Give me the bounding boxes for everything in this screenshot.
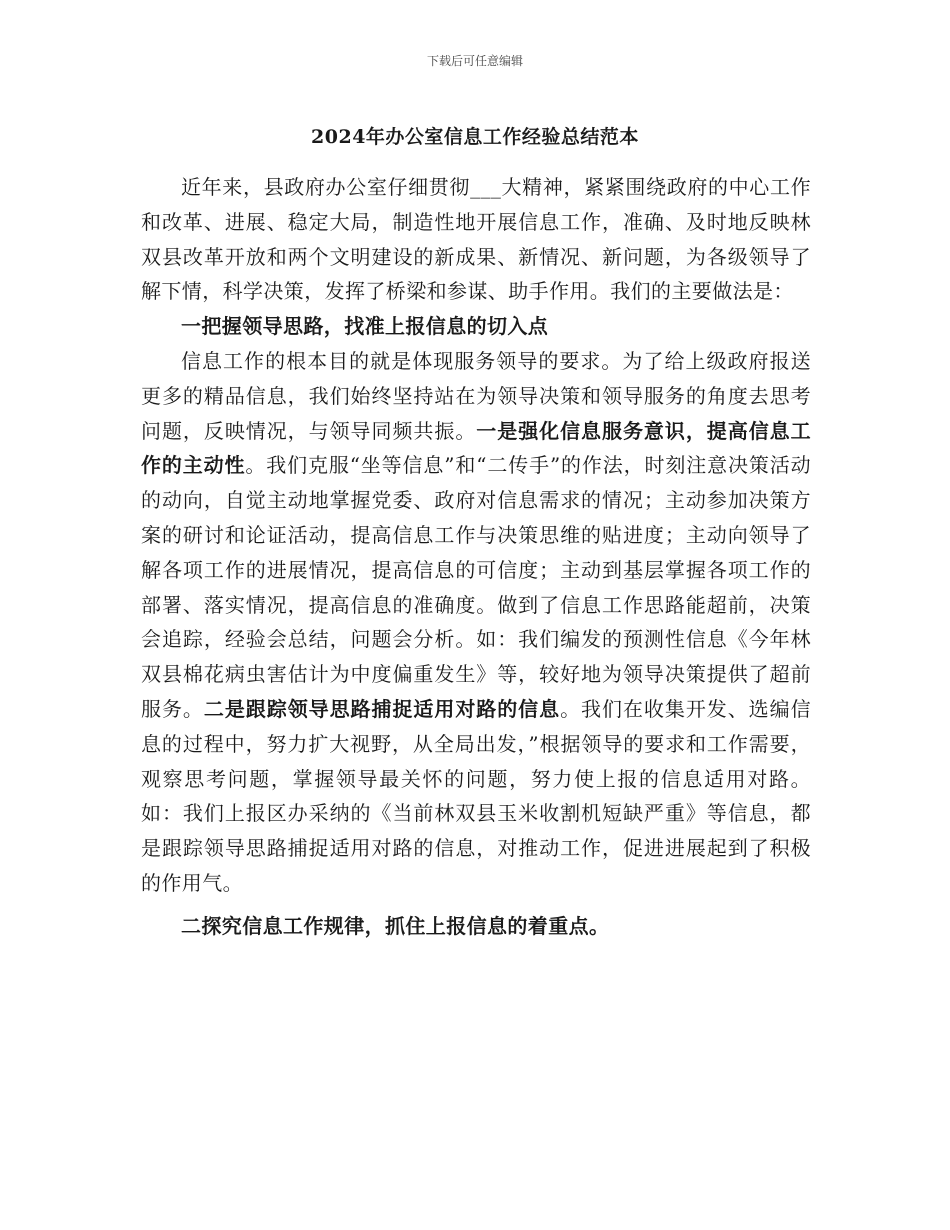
section-1-bold-point-1: 一是强化信息服务意识，提高信息工作的主动性 — [141, 418, 811, 478]
section-1-paragraph — [141, 344, 811, 901]
section-1-text-2: 。我们克服“坐等信息”和“二传手”的作法，时刻注意决策活动的动向，自觉主动地掌握党委、政府对信息需求的情况；主动参加决策方案的研讨和论证活动，提高信息工作与决策思维的贴进度；主动向领导了解各项工作的进展情况，提高信息的可信度；主动到基层掌握各项工作的部署、落实情况，提高信息的准确度。做到了信息工作思路能超前，决策会追踪，经验会总结，问题会分析。如：我们编发的预测性信息《今年林双县棉花病虫害估计为中度偏重发生》等，较好地为领导决策提供了超前服务。 — [141, 453, 812, 721]
section-1-bold-point-2: 二是跟踪领导思路捕捉适用对路的信息 — [203, 696, 561, 721]
section-1-text-1: 信息工作的根本目的就是体现服务领导的要求。为了给上级政府报送更多的精品信息，我们始终坚持站在为领导决策和领导服务的角度去思考问题，反映情况，与领导同频共振。 — [141, 348, 811, 443]
header-note: 下载后可任意编辑 — [426, 54, 523, 68]
document-body — [141, 170, 811, 944]
section-1-text-3: 。我们在收集开发、选编信息的过程中，努力扩大视野，从全局出发，”根据领导的要求和工作需要，观察思考问题，掌握领导最关怀的问题，努力使上报的信息适用对路。如：我们上报区办采纳的《当前林双县玉米收割机短缺严重》等信息，都是跟踪领导思路捕捉适用对路的信息，对推动工作，促进进展起到了积极的作用气。 — [141, 696, 811, 895]
section-2-heading: 二探究信息工作规律，抓住上报信息的着重点。 — [181, 913, 610, 938]
intro-paragraph: 近年来，县政府办公室仔细贯彻___大精神，紧紧围绕政府的中心工作和改革、进展、稳定大局，制造性地开展信息工作，准确、及时地反映林双县改革开放和两个文明建设的新成果、新情况、新问题，为各级领导了解下情，科学决策，发挥了桥梁和参谋、助手作用。我们的主要做法是： — [141, 175, 811, 304]
document-title: 2024年办公室信息工作经验总结范本 — [311, 126, 639, 148]
section-1-heading: 一把握领导思路，找准上报信息的切入点 — [181, 314, 549, 339]
